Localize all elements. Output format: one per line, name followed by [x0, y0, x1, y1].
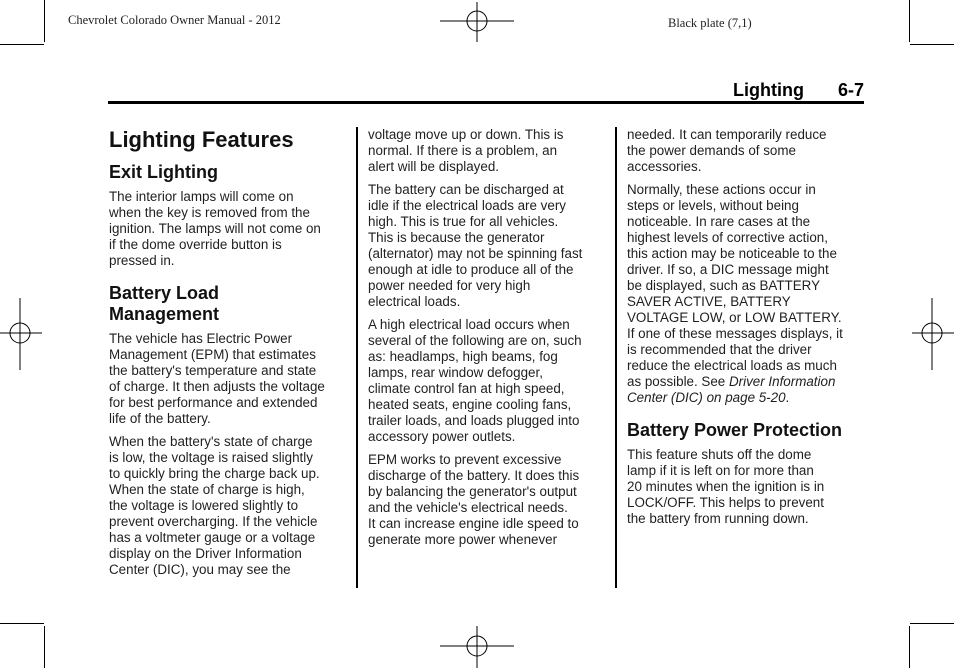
registration-mark-bottom — [440, 626, 514, 668]
column-divider-1 — [356, 127, 358, 588]
crop-mark-bottom-right-h — [910, 623, 954, 624]
column-2-paragraph-1: voltage move up or down. This is normal. If there is a problem, an alert will be displayed. — [368, 127, 564, 174]
column-3 — [627, 127, 867, 534]
heading-exit-lighting: Exit Lighting — [109, 162, 218, 182]
column-1 — [109, 127, 349, 585]
column-3-paragraph-2: Normally, these actions occur in steps or levels, without being noticeable. In rare cases at the highest levels of corrective action, this action may be noticeable to the driver. If so, a DIC message might be displayed, such as BATTERY SAVER ACTIVE, BATTERY VOLTAGE LOW, or LOW BATTERY. If one of these messages displays, it is recommended that the driver reduce the electrical loads as much as possible. See Driver Information Center (DIC) on page 5-20. — [627, 182, 843, 405]
column-2-paragraph-3: A high electrical load occurs when several of the following are on, such as: headlamps, high beams, fog lamps, rear window defogger, climate control fan at high speed, heated seats, engine cooling fans, trailer loads, and loads plugged into accessory power outlets. — [368, 317, 582, 444]
dic-cross-reference-link-page[interactable]: Center (DIC) on page 5-20 — [627, 390, 786, 405]
battery-load-paragraph-1: The vehicle has Electric Power Management (EPM) that estimates the battery's temperature and state of charge. It then adjusts the voltage for best performance and extended life of the battery. — [109, 331, 325, 426]
crop-mark-bottom-right-v — [909, 626, 910, 668]
crop-mark-top-left-v — [44, 0, 45, 42]
heading-battery-load-management: Battery Load Management — [109, 283, 220, 324]
dic-cross-reference-link[interactable]: Driver Information — [728, 374, 836, 389]
crop-mark-bottom-left-v — [44, 626, 45, 668]
column-2-paragraph-2: The battery can be discharged at idle if the electrical loads are very high. This is true for all vehicles. This is because the generator (alternator) may not be spinning fast enough at idle to produce all of the power needed for very high electrical loads. — [368, 182, 583, 309]
column-2-paragraph-4: EPM works to prevent excessive discharge of the battery. It does this by balancing the generator's output and the vehicle's electrical needs. It can increase engine idle speed to generate more power whenever — [368, 452, 580, 547]
battery-load-paragraph-2: When the battery's state of charge is low, the voltage is raised slightly to quickly bring the charge back up. When the state of charge is high, the voltage is lowered slightly to prevent overcharging. If the vehicle has a voltmeter gauge or a voltage display on the Driver Information Center (DIC), you may see the — [109, 434, 320, 577]
registration-mark-top — [440, 2, 514, 42]
exit-lighting-paragraph: The interior lamps will come on when the key is removed from the ignition. The lamps will not come on if the dome override button is pressed in. — [109, 189, 321, 268]
column-3-paragraph-1: needed. It can temporarily reduce the power demands of some accessories. — [627, 127, 827, 174]
registration-mark-left — [0, 298, 42, 370]
manual-title: Chevrolet Colorado Owner Manual - 2012 — [68, 13, 281, 27]
running-head-section: Lighting — [733, 80, 804, 100]
crop-mark-top-left-h — [0, 44, 44, 45]
crop-mark-bottom-left-h — [0, 623, 44, 624]
header-rule — [108, 101, 864, 104]
page-number: 6-7 — [838, 80, 865, 100]
registration-mark-right — [912, 298, 954, 370]
page-title: Lighting Features — [109, 127, 294, 152]
column-divider-2 — [615, 127, 617, 588]
column-2 — [368, 127, 608, 555]
crop-mark-top-right-v — [909, 0, 910, 42]
heading-battery-power-protection: Battery Power Protection — [627, 420, 843, 440]
plate-label: Black plate (7,1) — [668, 16, 752, 30]
crop-mark-top-right-h — [910, 44, 954, 45]
battery-power-paragraph: This feature shuts off the dome lamp if it is left on for more than 20 minutes when the ignition is in LOCK/OFF. This helps to prevent the battery from running down. — [627, 447, 825, 526]
